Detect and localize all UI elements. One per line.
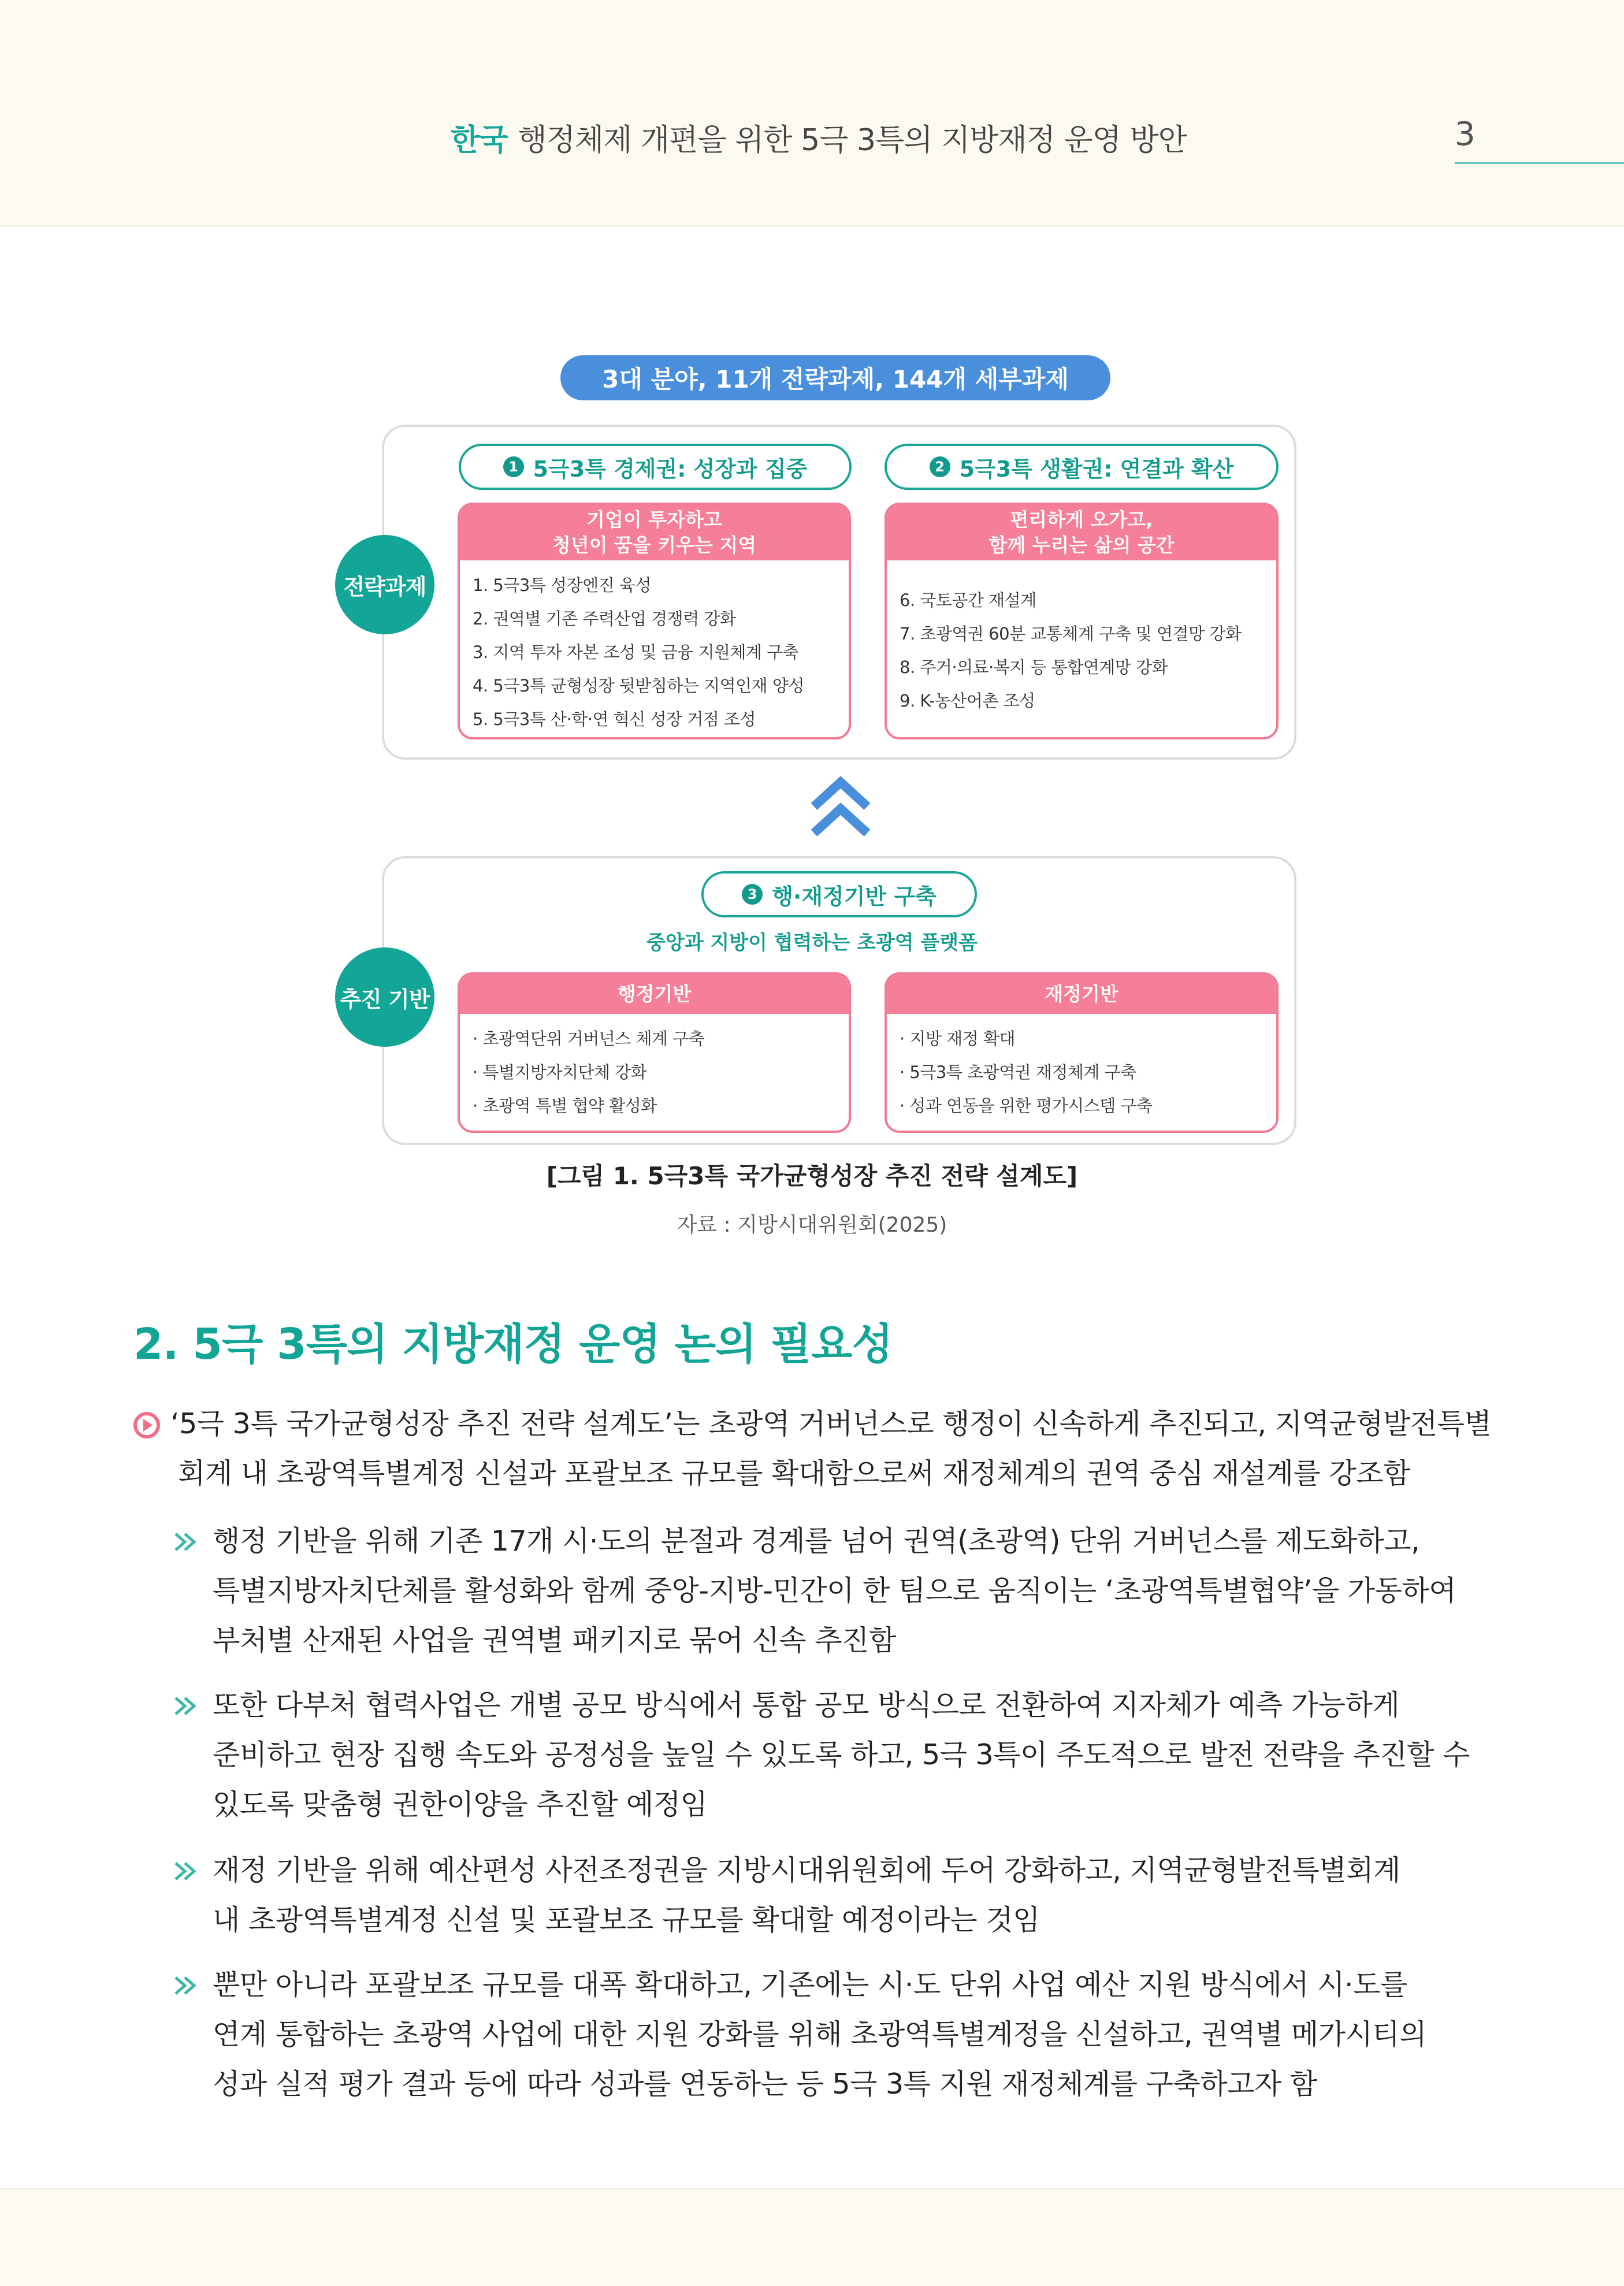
bullet-paragraph — [213, 1960, 1426, 2109]
economy-task-list — [460, 560, 849, 736]
list-item: · 지방 재정 확대 — [900, 1029, 1015, 1049]
double-chevron-right-icon — [173, 1975, 213, 1996]
header-brand: 한국 — [451, 123, 508, 158]
paragraph-line: 있도록 맞춤형 권한이양을 추진할 예정임 — [213, 1788, 708, 1821]
double-chevron-right-icon — [173, 1696, 213, 1716]
card-header-line: 편리하게 오가고, — [1010, 508, 1153, 531]
strategy-circle: 전략과제 — [335, 535, 434, 634]
paragraph-line: 행정 기반을 위해 기존 17개 시·도의 분절과 경계를 넘어 권역(초광역) 단위 거버넌스를 제도화하고, — [213, 1525, 1420, 1558]
card-header-line: 함께 누리는 삶의 공간 — [988, 534, 1175, 556]
admin-card — [458, 972, 851, 1133]
living-task-list — [887, 560, 1276, 718]
paragraph-line: 뿐만 아니라 포괄보조 규모를 대폭 확대하고, 기존에는 시·도 단위 사업 예산 지원 방식에서 시·도를 — [213, 1968, 1407, 2001]
section-number-badge: 2 — [930, 456, 950, 477]
paragraph-line: 성과 실적 평가 결과 등에 따라 성과를 연동하는 등 5극 3특 지원 재정체계를 구축하고자 함 — [213, 2068, 1317, 2101]
list-item: · 초광역단위 거버넌스 체계 구축 — [473, 1029, 705, 1049]
paragraph-line: ‘5극 3특 국가균형성장 추진 전략 설계도’는 초광역 거버넌스로 행정이 신속하게 추진되고, 지역균형발전특별 — [170, 1407, 1492, 1440]
section-pill-label: 행·재정기반 구축 — [772, 883, 937, 909]
diagram-top-label: 3대 분야, 11개 전략과제, 144개 세부과제 — [560, 355, 1110, 400]
section-pill-economy — [459, 444, 852, 490]
double-chevron-up-icon — [806, 773, 875, 842]
living-card — [885, 503, 1279, 739]
list-item: 2. 권역별 기존 주력산업 경쟁력 강화 — [473, 609, 736, 629]
list-item: · 초광역 특별 협약 활성화 — [473, 1096, 657, 1116]
card-header: 재정기반 — [887, 975, 1276, 1014]
list-item: · 성과 연동을 위한 평가시스템 구축 — [900, 1096, 1153, 1116]
section-pill-foundation — [701, 871, 977, 917]
finance-list — [887, 1014, 1276, 1122]
bullet-paragraph — [213, 1846, 1400, 1945]
lead-paragraph — [133, 1399, 1491, 1499]
paragraph-line: 부처별 산재된 사업을 권역별 패키지로 묶어 신속 추진함 — [213, 1624, 896, 1657]
foundation-subtitle: 중앙과 지방이 협력하는 초광역 플랫폼 — [646, 931, 978, 954]
paragraph-line: 또한 다부처 협력사업은 개별 공모 방식에서 통합 공모 방식으로 전환하여 지자체가 예측 가능하게 — [213, 1689, 1400, 1722]
list-item: 9. K-농산어촌 조성 — [900, 691, 1035, 711]
card-header-line: 기업이 투자하고 — [586, 508, 722, 531]
paragraph-line: 회계 내 초광역특별계정 신설과 포괄보조 규모를 확대함으로써 재정체계의 권역 중심 재설계를 강조함 — [178, 1457, 1410, 1490]
bullet-paragraph — [213, 1681, 1470, 1830]
admin-list — [460, 1014, 849, 1122]
footer-band — [0, 2188, 1624, 2286]
section-heading: 2. 5극 3특의 지방재정 운영 논의 필요성 — [133, 1319, 893, 1369]
figure-caption: [그림 1. 5극3특 국가균형성장 추진 전략 설계도] — [546, 1162, 1078, 1190]
economy-card — [458, 503, 851, 739]
paragraph-line: 연계 통합하는 초광역 사업에 대한 지원 강화를 위해 초광역특별계정을 신설하고, 권역별 메가시티의 — [213, 2018, 1427, 2051]
paragraph-line: 재정 기반을 위해 예산편성 사전조정권을 지방시대위원회에 두어 강화하고, 지역균형발전특별회계 — [213, 1854, 1400, 1887]
section-number-badge: 1 — [503, 456, 524, 477]
promotion-circle: 추진 기반 — [335, 947, 434, 1047]
page-number: 3 — [1455, 116, 1476, 153]
header-band — [0, 0, 1624, 226]
list-item: 7. 초광역권 60분 교통체계 구축 및 연결망 강화 — [900, 624, 1242, 644]
list-item: · 특별지방자치단체 강화 — [473, 1062, 647, 1082]
list-item: 5. 5극3특 산·학·연 혁신 성장 거점 조성 — [473, 709, 756, 729]
finance-card — [885, 972, 1279, 1133]
card-header — [460, 505, 849, 560]
running-header — [451, 116, 1187, 159]
section-number-badge: 3 — [742, 884, 763, 905]
double-chevron-right-icon — [173, 1532, 213, 1552]
paragraph-line: 준비하고 현장 집행 속도와 공정성을 높일 수 있도록 하고, 5극 3특이 주도적으로 발전 전략을 추진할 수 — [213, 1738, 1470, 1771]
card-header: 행정기반 — [460, 975, 849, 1014]
double-chevron-right-icon — [173, 1861, 213, 1882]
paragraph-line: 내 초광역특별계정 신설 및 포괄보조 규모를 확대할 예정이라는 것임 — [213, 1904, 1040, 1936]
section-pill-label: 5극3특 생활권: 연결과 확산 — [959, 456, 1234, 482]
card-header-line: 청년이 꿈을 키우는 지역 — [552, 534, 757, 556]
paragraph-line: 특별지방자치단체를 활성화와 함께 중앙-지방-민간이 한 팀으로 움직이는 ‘초광역특별협약’을 가동하여 — [213, 1574, 1456, 1607]
section-pill-living — [885, 444, 1279, 490]
list-item: 1. 5극3특 성장엔진 육성 — [473, 575, 651, 595]
list-item: 3. 지역 투자 자본 조성 및 금융 지원체계 구축 — [473, 642, 799, 662]
page-number-underline — [1455, 162, 1624, 164]
bullet-paragraph — [213, 1516, 1456, 1666]
section-pill-label: 5극3특 경제권: 성장과 집중 — [533, 456, 808, 482]
list-item: 8. 주거·의료·복지 등 통합연계망 강화 — [900, 657, 1168, 677]
list-item: · 5극3특 초광역권 재정체계 구축 — [900, 1062, 1136, 1082]
figure-source: 자료 : 지방시대위원회(2025) — [677, 1213, 947, 1237]
list-item: 6. 국토공간 재설계 — [900, 590, 1036, 610]
header-title: 행정체제 개편을 위한 5극 3특의 지방재정 운영 방안 — [518, 123, 1187, 158]
card-header — [887, 505, 1276, 560]
list-item: 4. 5극3특 균형성장 뒷받침하는 지역인재 양성 — [473, 676, 804, 696]
